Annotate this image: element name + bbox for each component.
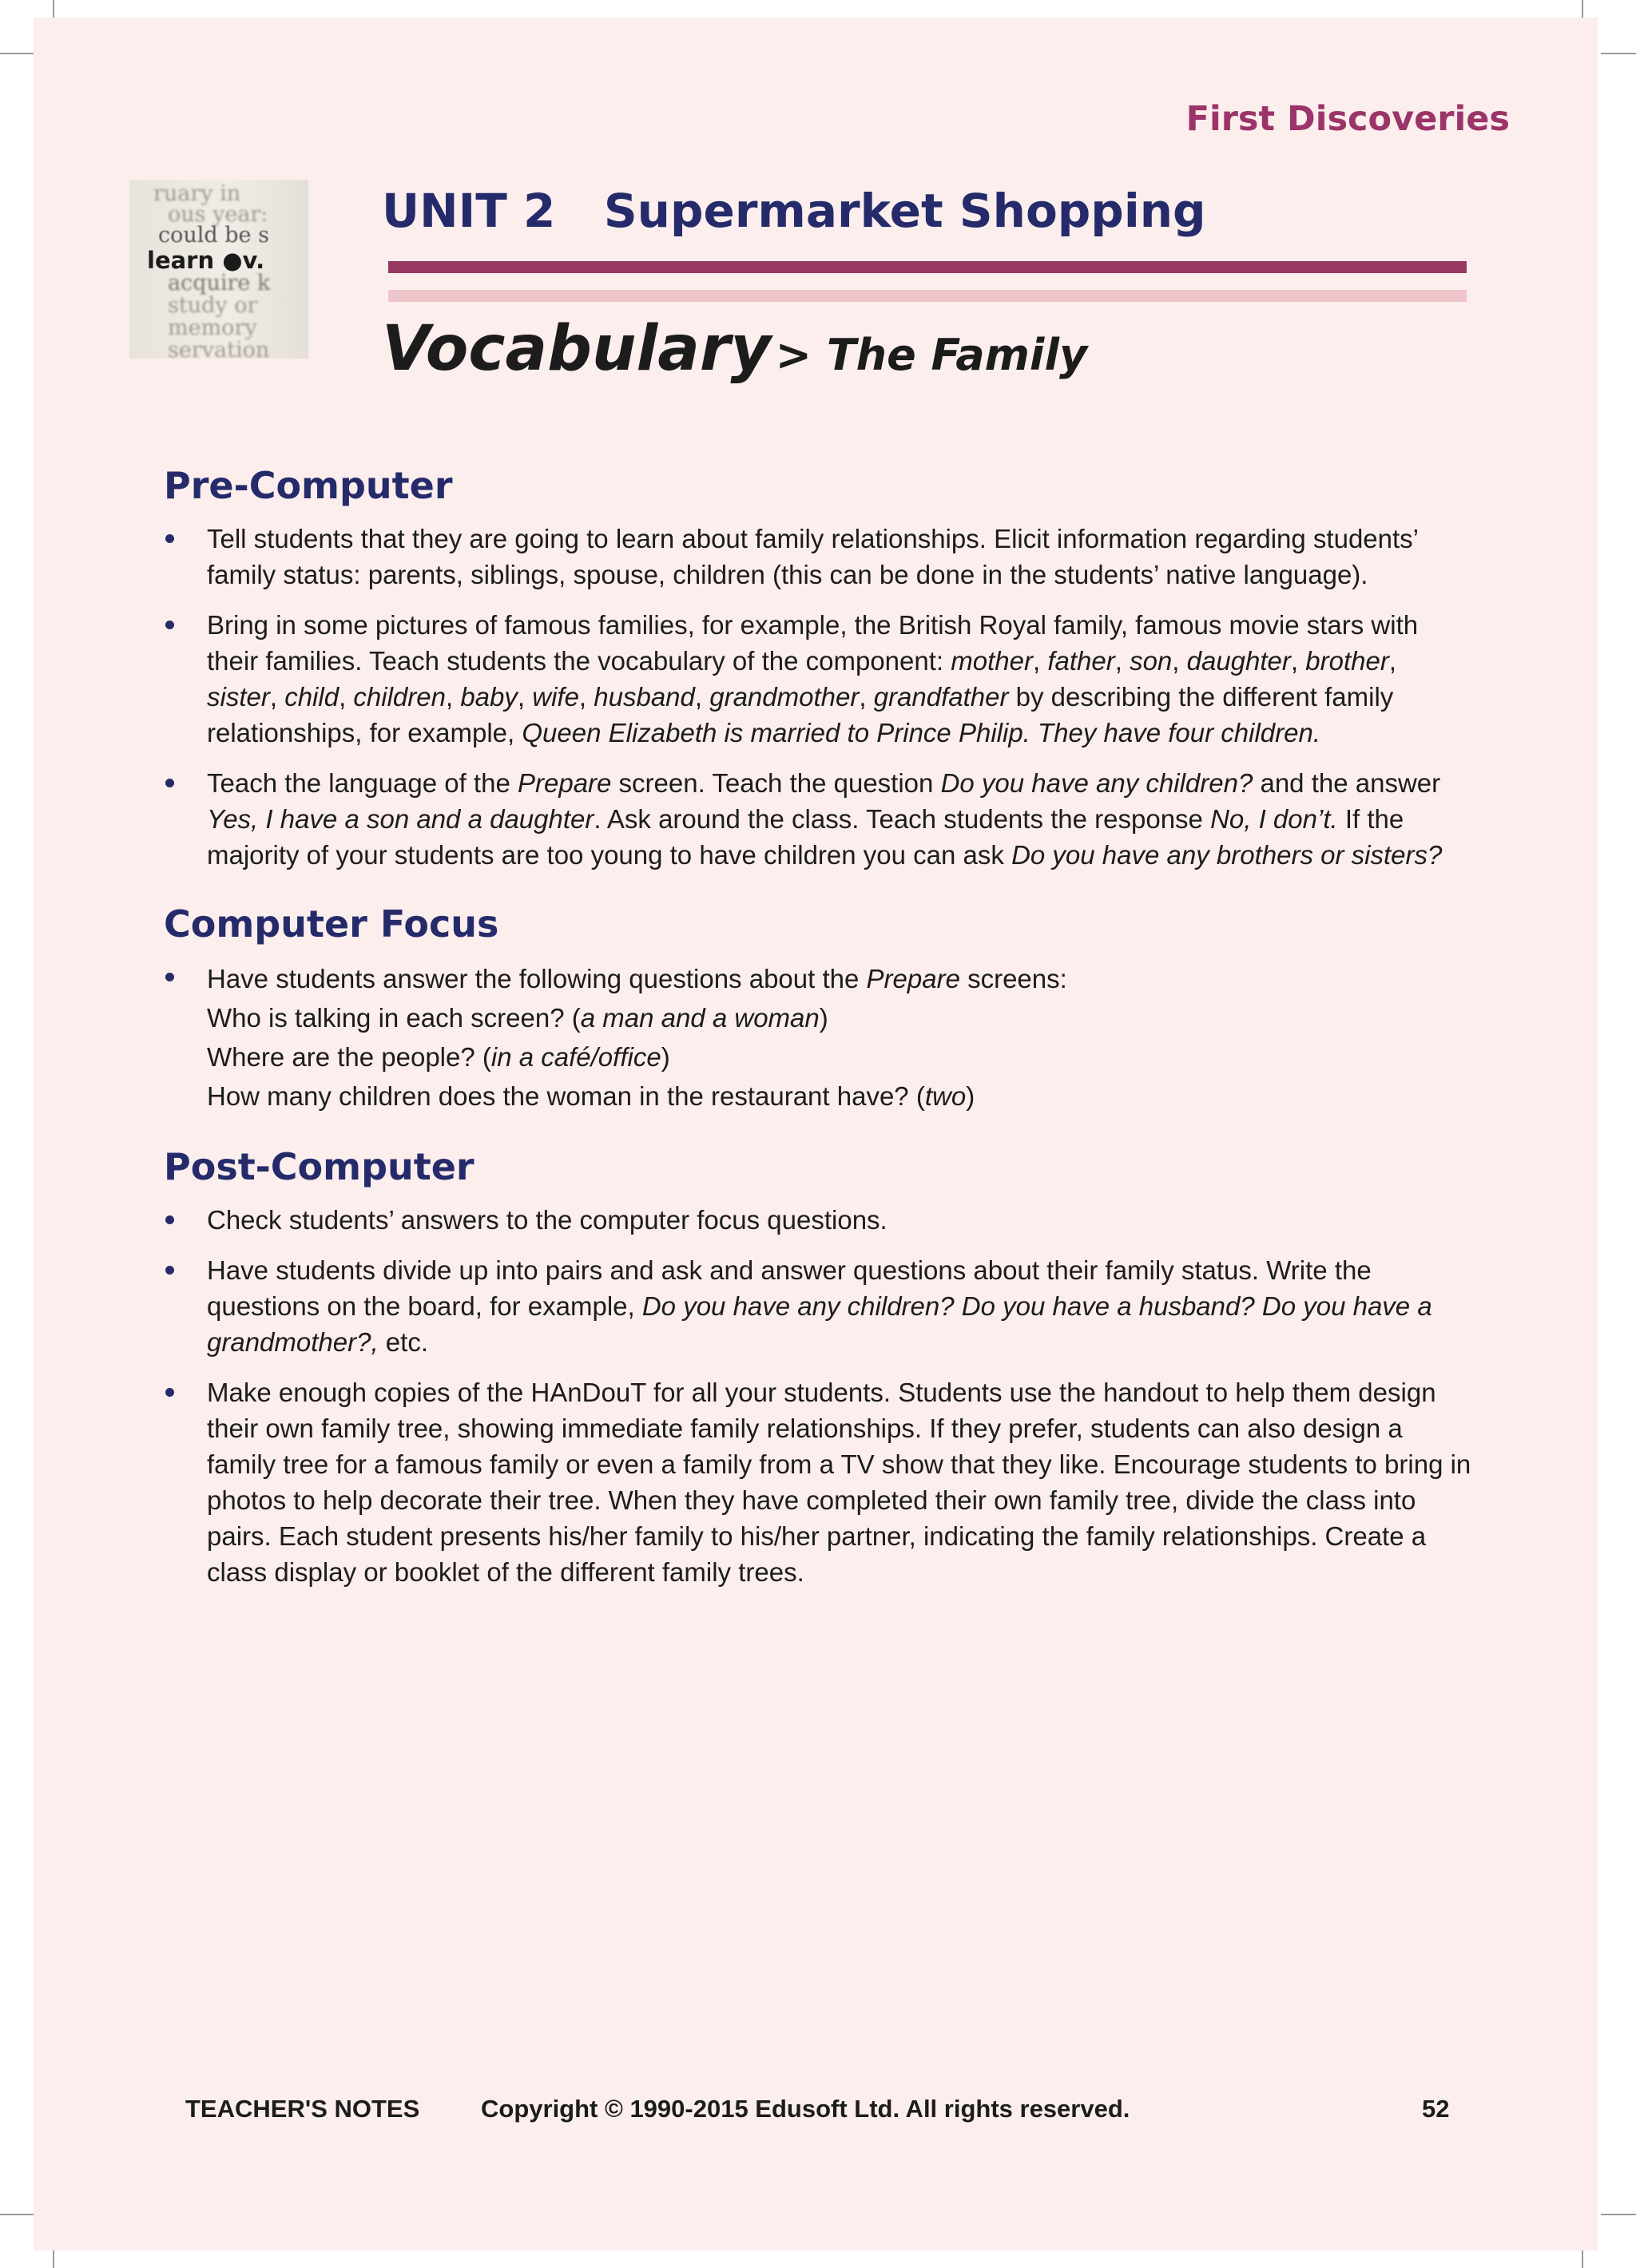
list-item [164, 959, 1474, 998]
list-item [164, 1374, 1474, 1590]
heading-computer-focus: Computer Focus [164, 902, 499, 946]
italic-text: Prepare [866, 964, 960, 993]
title-rule-dark [388, 261, 1467, 273]
text-run: , [1032, 646, 1048, 676]
crop-mark [0, 2214, 35, 2215]
focus-question [164, 1077, 1474, 1116]
text-run: , [517, 682, 533, 712]
italic-text: Do you have any children? Do you have a husband? Do you have a grandmother?, [207, 1291, 1432, 1357]
brand-label: First Discoveries [1185, 99, 1510, 139]
text-run: , [694, 682, 710, 712]
text-run: . Ask around the class. Teach students the response [594, 804, 1211, 834]
dictionary-thumbnail-image [129, 180, 308, 359]
text-run: screen. Teach the question [611, 768, 941, 798]
list-item [164, 607, 1474, 751]
text-run: screens: [959, 964, 1067, 993]
text-run: Who is talking in each screen? ( [207, 1003, 581, 1033]
text-run: Tell students that they are going to learn about family relationships. Elicit information regarding students’ family status: parents, siblings, spouse, children (this can be done in the students’ native language). [207, 524, 1418, 589]
text-run: , [1114, 646, 1130, 676]
italic-text: sister [207, 682, 270, 712]
text-run: by describing the different family relationships, for example, [207, 682, 1394, 747]
text-run: Teach the language of the [207, 768, 518, 798]
text-run: Where are the people? ( [207, 1042, 491, 1072]
footer-label: TEACHER'S NOTES [185, 2095, 420, 2123]
heading-post-computer: Post-Computer [164, 1145, 475, 1188]
text-run: Check students’ answers to the computer focus questions. [207, 1205, 887, 1235]
text-run: , [1388, 646, 1396, 676]
text-run: ) [661, 1042, 670, 1072]
text-run: How many children does the woman in the restaurant have? ( [207, 1081, 925, 1111]
thumbnail-word: servation [168, 338, 270, 359]
italic-text: Queen Elizabeth is married to Prince Philip. They have four children. [522, 718, 1321, 747]
section-title-sub: > The Family [775, 330, 1088, 380]
text-run: ) [819, 1003, 828, 1033]
post-computer-list [164, 1202, 1474, 1590]
thumbnail-word: memory [168, 315, 257, 340]
text-run: etc. [378, 1327, 428, 1357]
text-run: If the majority of your students are too young to have children you can ask [207, 804, 1404, 870]
text-run: , [1290, 646, 1306, 676]
italic-text: Do you have any children? [940, 768, 1253, 798]
text-run: , [445, 682, 461, 712]
focus-question [164, 998, 1474, 1037]
crop-mark [1601, 53, 1636, 54]
heading-pre-computer: Pre-Computer [164, 464, 453, 507]
italic-text: No, I don’t. [1210, 804, 1338, 834]
text-run: Have students divide up into pairs and ask and answer questions about their family status. Write the questions on the board, for example, [207, 1255, 1372, 1321]
notes-body [164, 462, 1474, 1590]
section-title [382, 313, 1087, 385]
italic-text: Prepare [517, 768, 612, 798]
italic-text: daughter [1186, 646, 1291, 676]
text-run: and the answer [1253, 768, 1441, 798]
text-run: , [1172, 646, 1187, 676]
italic-text: mother [951, 646, 1033, 676]
italic-text: children [353, 682, 446, 712]
text-run: , [269, 682, 285, 712]
italic-text: brother [1305, 646, 1389, 676]
italic-text: wife [532, 682, 579, 712]
thumbnail-word: ous year: [168, 202, 268, 227]
computer-focus-list [164, 959, 1474, 998]
crop-mark [0, 53, 35, 54]
italic-text: two [924, 1081, 967, 1111]
italic-text: Yes, I have a son and a daughter [207, 804, 594, 834]
italic-text: grandmother [709, 682, 860, 712]
text-run: , [859, 682, 874, 712]
list-item [164, 1252, 1474, 1360]
text-run: Have students answer the following questions about the [207, 964, 867, 993]
crop-mark [1601, 2214, 1636, 2215]
italic-text: baby [460, 682, 518, 712]
italic-text: child [284, 682, 340, 712]
italic-text: husband [594, 682, 695, 712]
italic-text: son [1130, 646, 1173, 676]
thumbnail-word: study or [168, 293, 258, 318]
italic-text: grandfather [873, 682, 1009, 712]
italic-text: father [1047, 646, 1115, 676]
text-run: , [578, 682, 594, 712]
italic-text: Do you have any brothers or sisters? [1011, 840, 1443, 870]
page-number: 52 [1422, 2095, 1450, 2123]
list-item [164, 1202, 1474, 1238]
section-title-main: Vocabulary [382, 313, 772, 385]
thumbnail-word: learn ●v. [147, 247, 265, 274]
title-rule-light [388, 290, 1467, 302]
list-item [164, 765, 1474, 873]
italic-text: in a café/office [490, 1042, 661, 1072]
thumbnail-word: acquire k [168, 271, 271, 295]
thumbnail-word: ruary in [153, 181, 241, 206]
text-run: Bring in some pictures of famous families, for example, the British Royal family, famous movie stars with their families. Teach students the vocabulary of the component: [207, 610, 1419, 676]
text-run: ) [966, 1081, 975, 1111]
unit-title: UNIT 2 Supermarket Shopping [382, 184, 1206, 238]
pre-computer-list [164, 521, 1474, 873]
text-run: Make enough copies of the HAnDouT for all your students. Students use the handout to help them design their own family tree, showing immediate family relationships. If they prefer, students can also design a family tree for a famous family or even a family from a TV show that they like. Encourage students to bring in photos to help decorate their tree. When they have completed their own family tree, divide the class into pairs. Each student presents his/her family to his/her partner, indicating the family relationships. Create a class display or booklet of the different family trees. [207, 1378, 1471, 1587]
text-run: , [339, 682, 354, 712]
thumbnail-word: could be s [158, 223, 269, 248]
focus-question [164, 1037, 1474, 1077]
italic-text: a man and a woman [580, 1003, 820, 1033]
list-item [164, 521, 1474, 593]
footer-copyright: Copyright © 1990-2015 Edusoft Ltd. All rights reserved. [481, 2095, 1130, 2123]
